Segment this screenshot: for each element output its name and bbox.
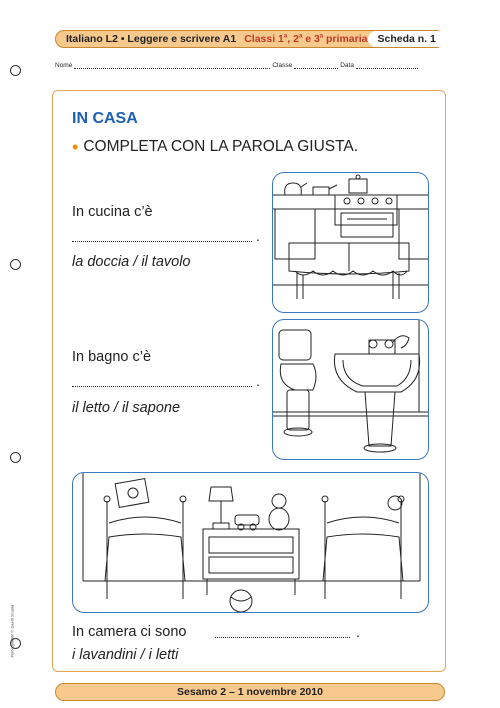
classe-label: Classe <box>272 62 293 69</box>
question-1-period: . <box>256 228 260 244</box>
classe-field[interactable] <box>294 63 338 69</box>
footer-bar: Sesamo 2 – 1 novembre 2010 <box>55 683 445 701</box>
question-2-prompt: In bagno c’è <box>72 349 152 365</box>
bathroom-drawing <box>273 320 429 460</box>
binder-hole <box>10 259 21 270</box>
question-2-period: . <box>256 373 260 389</box>
question-3-options: i lavandini / i letti <box>72 647 179 663</box>
student-info-line <box>55 62 447 69</box>
nome-field[interactable] <box>74 63 270 69</box>
question-1-options: la doccia / il tavolo <box>72 254 191 270</box>
bedroom-illustration <box>72 472 429 613</box>
header-subject: Italiano L2 • Leggere e scrivere A1 <box>66 33 237 45</box>
binder-hole <box>10 452 21 463</box>
bedroom-drawing <box>73 473 429 613</box>
instruction-text: COMPLETA CON LA PAROLA GIUSTA. <box>83 138 359 155</box>
bullet-icon: • <box>72 137 79 157</box>
kitchen-drawing <box>273 173 429 313</box>
data-label: Data <box>340 62 354 69</box>
kitchen-illustration <box>272 172 429 313</box>
data-field[interactable] <box>356 63 418 69</box>
exercise-instruction <box>72 138 358 156</box>
question-3-period: . <box>356 624 360 640</box>
question-3-answer-field[interactable] <box>215 637 350 638</box>
exercise-title: IN CASA <box>72 110 138 127</box>
question-1-answer-field[interactable] <box>72 241 252 242</box>
question-3-prompt: In camera ci sono <box>72 624 187 640</box>
question-2-options: il letto / il sapone <box>72 400 181 416</box>
worksheet-number: Scheda n. 1 <box>368 31 446 47</box>
nome-label: Nome <box>55 62 73 69</box>
header-bar <box>55 30 445 48</box>
binder-hole <box>10 65 21 76</box>
question-2-answer-field[interactable] <box>72 386 252 387</box>
question-1-prompt: In cucina c’è <box>72 204 153 220</box>
bathroom-illustration <box>272 319 429 460</box>
side-credit: Fotocopiabile © Giunti Scuola <box>9 604 15 658</box>
header-classes: Classi 1$^a$, 2$^a$ e 3$^a$ primaria <box>244 33 368 45</box>
